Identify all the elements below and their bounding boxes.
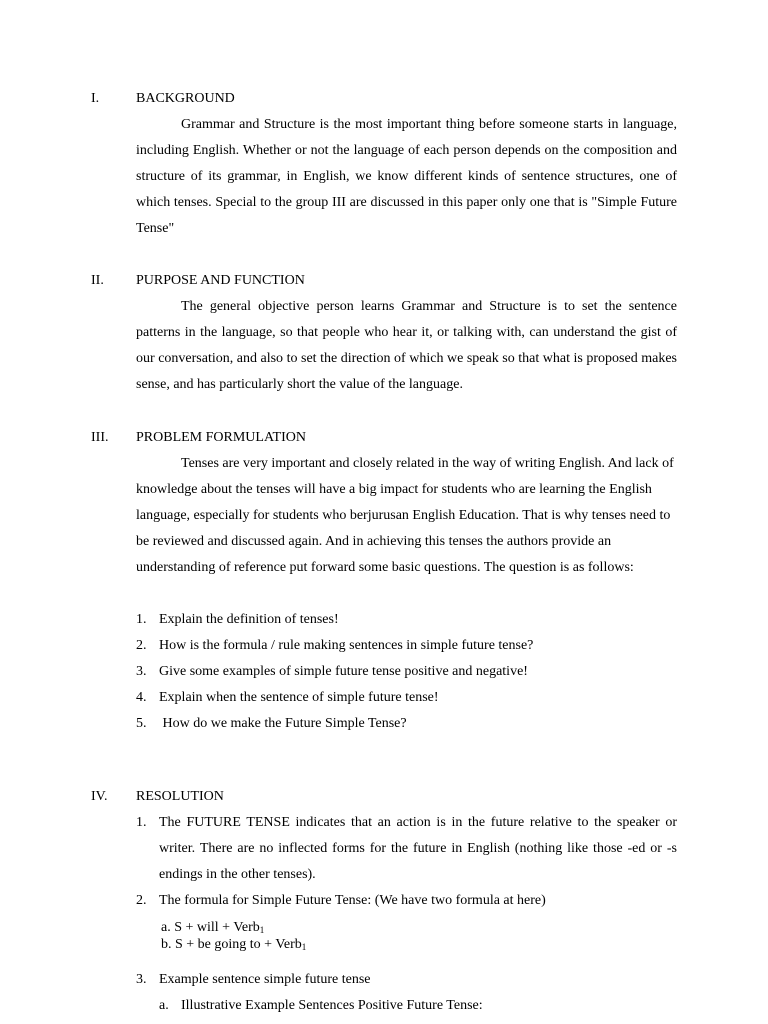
- list-item: [136, 607, 677, 633]
- list-item: [136, 810, 677, 888]
- formula-going-to: [161, 936, 306, 953]
- list-item: [136, 685, 677, 711]
- section-heading-purpose: PURPOSE AND FUNCTION: [136, 273, 305, 288]
- list-number: 1.: [136, 612, 147, 627]
- sub-list-text: Illustrative Example Sentences Positive Future Tense:: [181, 998, 483, 1013]
- purpose-paragraph: The general objective person learns Grammar and Structure is to set the sentence patterns in the language, so that people who hear it, or talking with, can understand the gist of our conversation, and also to set the direction of which we speak so that what is proposed makes sense, and has particularly short the value of the language.: [136, 299, 677, 392]
- list-number: 1.: [136, 815, 147, 830]
- list-text: The FUTURE TENSE indicates that an action is in the future relative to the speaker or writer. There are no inflected forms for the future in English (nothing like those -ed or -s endings in the other tenses).: [159, 815, 677, 882]
- sub-list-letter: a.: [159, 998, 169, 1013]
- list-number: 2.: [136, 638, 147, 653]
- list-text: Explain when the sentence of simple future tense!: [159, 690, 439, 705]
- list-text: How do we make the Future Simple Tense?: [159, 716, 407, 731]
- question-list: [136, 607, 677, 737]
- list-number: 5.: [136, 716, 147, 731]
- list-number: 2.: [136, 893, 147, 908]
- list-text: Example sentence simple future tense: [159, 972, 371, 987]
- formula-text: b. S + be going to + Verb: [161, 937, 302, 952]
- list-item: [136, 659, 677, 685]
- list-item: [136, 633, 677, 659]
- background-paragraph: Grammar and Structure is the most important thing before someone starts in language, including English. Whether or not the language of each person depends on the composition and structure of its grammar, in English, we know different kinds of sentence structures, one of which tenses. Special to the group III are discussed in this paper only one that is "Simple Future Tense": [136, 117, 677, 236]
- list-number: 3.: [136, 664, 147, 679]
- resolution-list: [136, 810, 677, 914]
- formula-subscript: 1: [259, 925, 265, 935]
- list-text: How is the formula / rule making sentences in simple future tense?: [159, 638, 534, 653]
- formula-will: [161, 919, 264, 936]
- formula-text: a. S + will + Verb: [161, 920, 260, 935]
- formula-subscript: 1: [301, 942, 307, 952]
- section-heading-resolution: RESOLUTION: [136, 789, 224, 804]
- section-heading-background: BACKGROUND: [136, 91, 235, 106]
- problem-paragraph: Tenses are very important and closely related in the way of writing English. And lack of knowledge about the tenses will have a big impact for students who are learning the English language, especially for students who berjurusan English Education. That is why tenses need to be reviewed and discussed again. And in achieving this tenses the authors provide an understanding of reference put forward some basic questions. The question is as follows:: [136, 456, 674, 575]
- section-numeral: IV.: [91, 789, 108, 804]
- list-text: Give some examples of simple future tense positive and negative!: [159, 664, 528, 679]
- list-text: Explain the definition of tenses!: [159, 612, 339, 627]
- list-item: [136, 888, 677, 914]
- list-text: The formula for Simple Future Tense: (We have two formula at here): [159, 893, 546, 908]
- list-number: 3.: [136, 972, 147, 987]
- list-number: 4.: [136, 690, 147, 705]
- section-numeral: II.: [91, 273, 104, 288]
- section-numeral: I.: [91, 91, 100, 106]
- section-heading-problem: PROBLEM FORMULATION: [136, 430, 306, 445]
- list-item: [136, 711, 677, 737]
- section-numeral: III.: [91, 430, 109, 445]
